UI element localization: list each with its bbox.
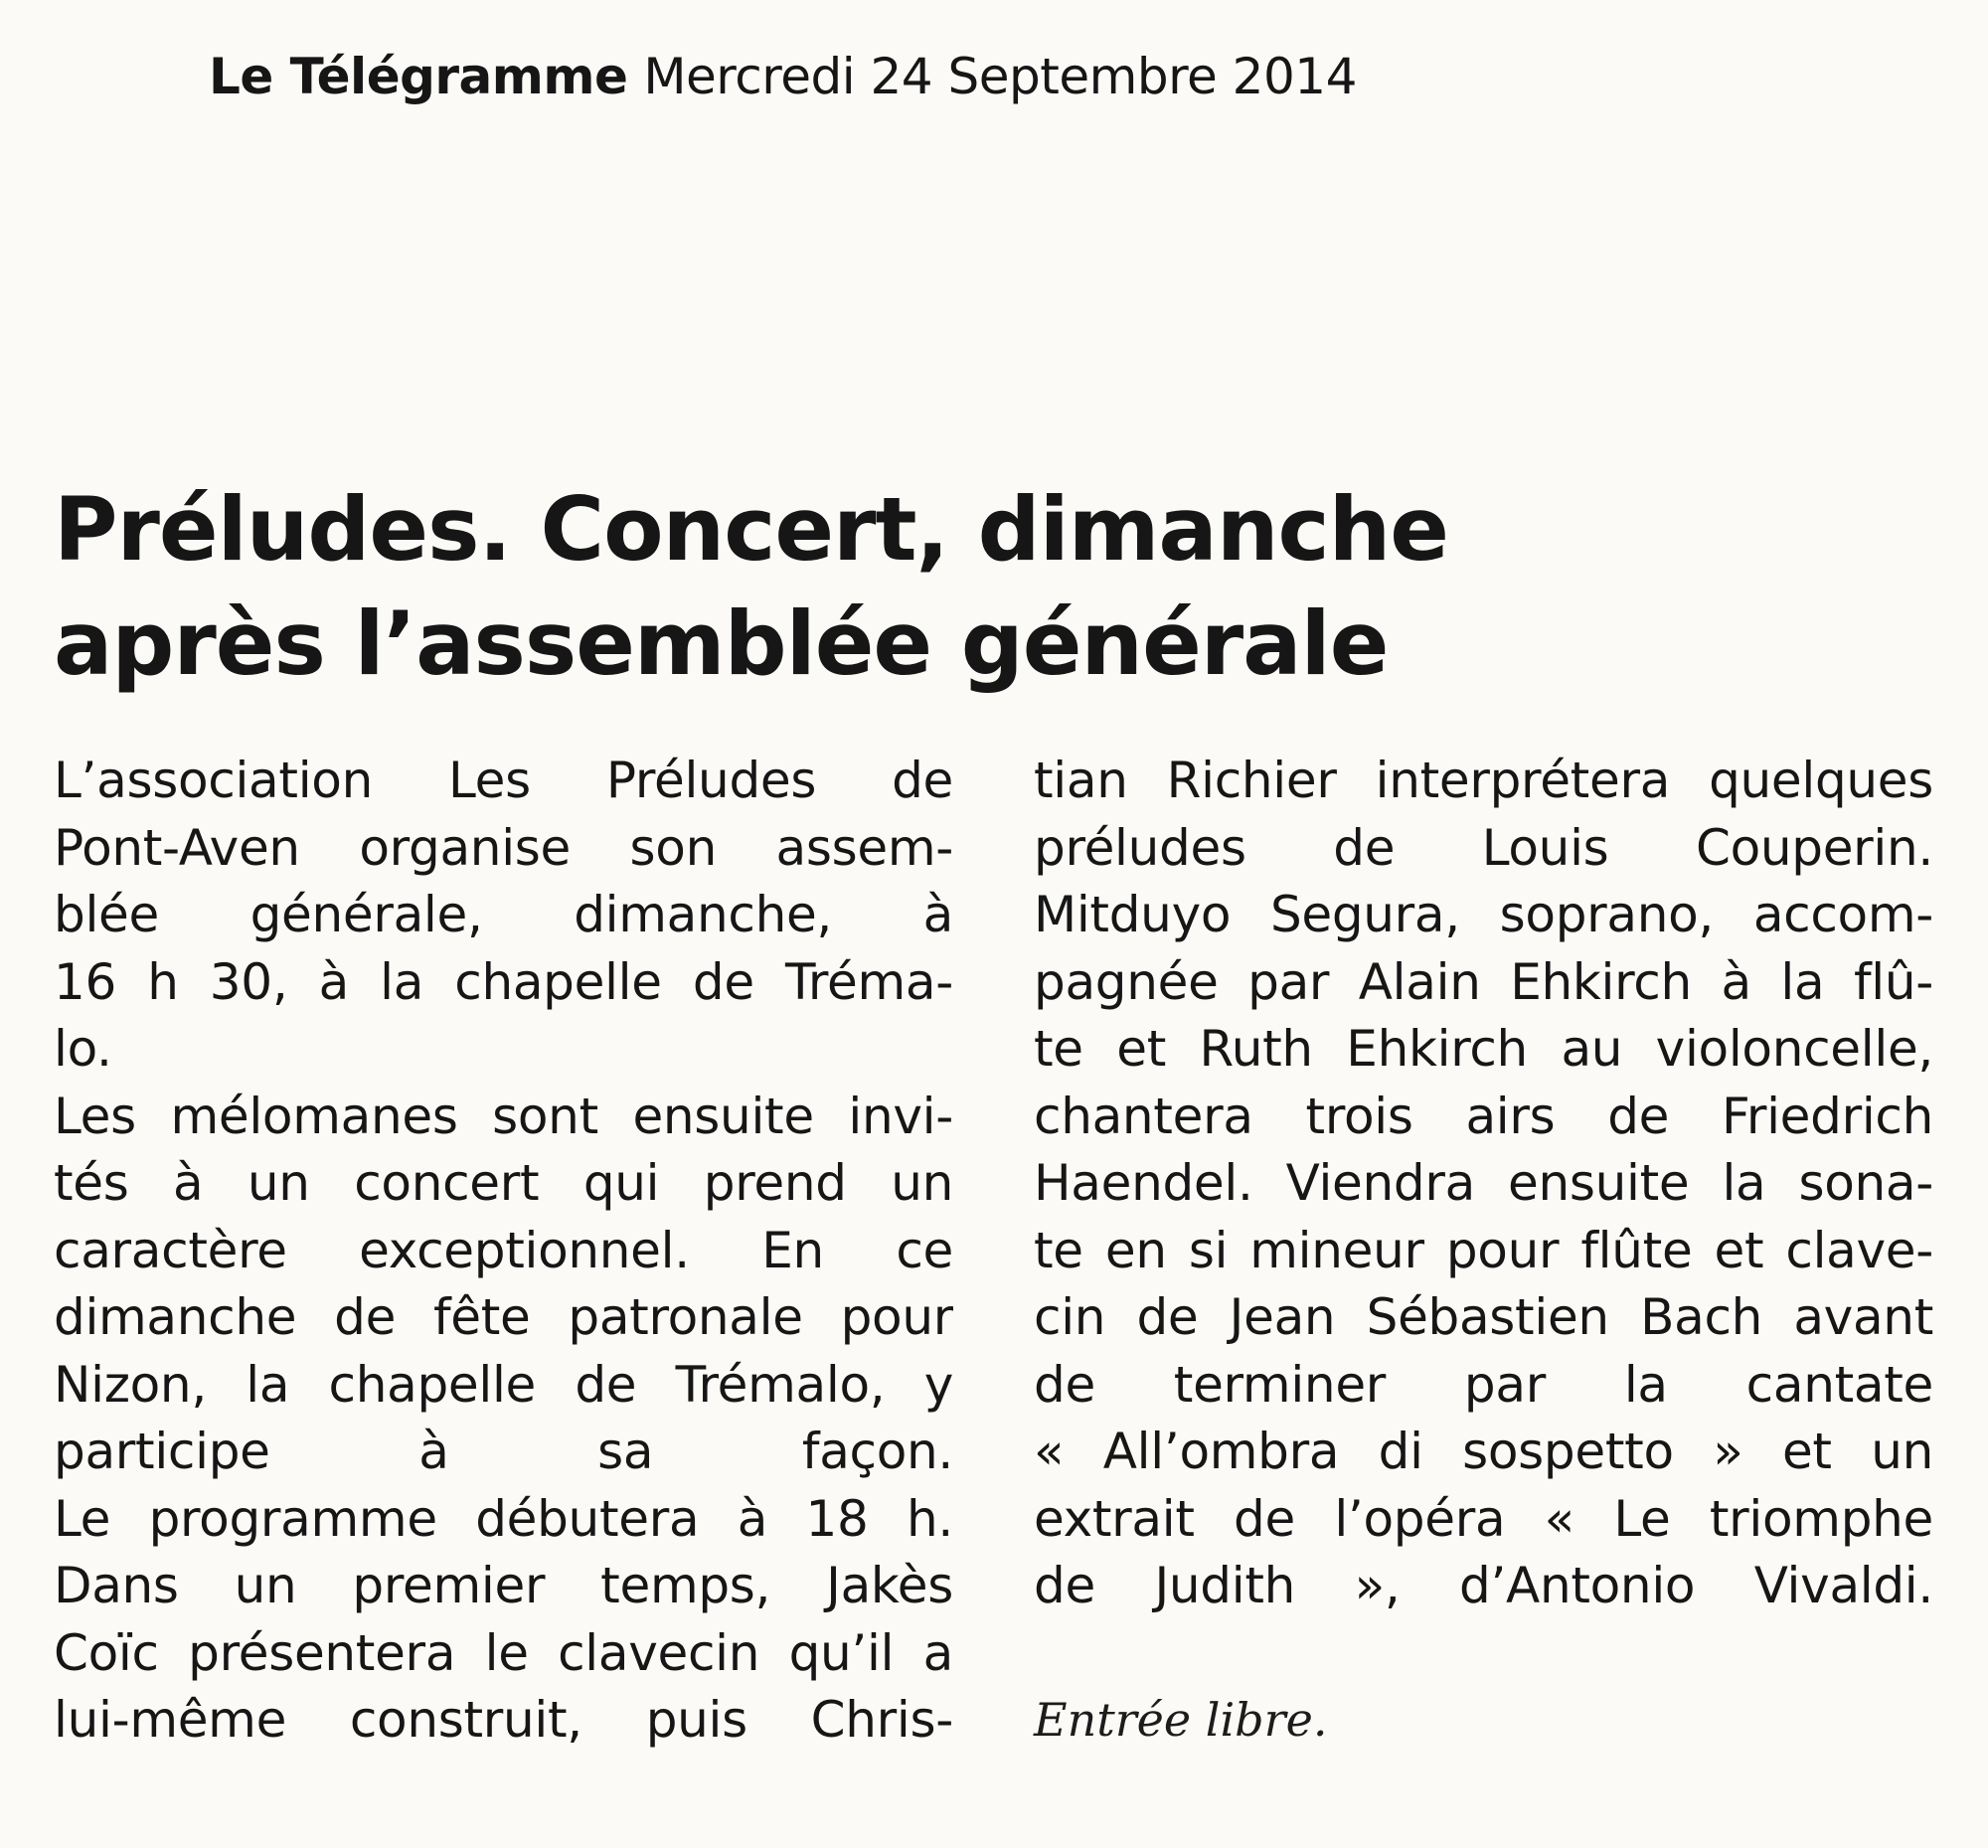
publication-date: Mercredi 24 Septembre 2014 bbox=[643, 48, 1357, 105]
text-line: Pont-Aven organise son assem- bbox=[54, 818, 953, 877]
text-line: Les mélomanes sont ensuite invi- bbox=[54, 1087, 953, 1145]
text-line: Coïc présentera le clavecin qu’il a bbox=[54, 1623, 953, 1682]
text-line: dimanche de fête patronale pour bbox=[54, 1288, 953, 1346]
text-line: participe à sa façon. bbox=[54, 1423, 953, 1480]
text-line: préludes de Louis Couperin. bbox=[1034, 818, 1933, 877]
text-line: blée générale, dimanche, à bbox=[54, 886, 953, 943]
text-line: Haendel. Viendra ensuite la sona- bbox=[1034, 1154, 1933, 1212]
text-line: L’association Les Préludes de bbox=[54, 752, 953, 809]
text-line: cin de Jean Sébastien Bach avant bbox=[1034, 1288, 1933, 1346]
headline-line-2: après l’assemblée générale bbox=[54, 592, 1389, 695]
text-line: Mitduyo Segura, soprano, accom- bbox=[1034, 886, 1933, 943]
newspaper-name: Le Télégramme bbox=[209, 48, 628, 105]
text-line: te et Ruth Ehkirch au violoncelle, bbox=[1034, 1020, 1933, 1078]
text-line: extrait de l’opéra « Le triomphe bbox=[1034, 1489, 1933, 1548]
text-line: caractère exceptionnel. En ce bbox=[54, 1221, 953, 1279]
text-line: te en si mineur pour flûte et clave- bbox=[1034, 1221, 1933, 1279]
text-line: pagnée par Alain Ehkirch à la flû- bbox=[1034, 952, 1933, 1011]
text-line: tés à un concert qui prend un bbox=[54, 1154, 953, 1212]
masthead bbox=[209, 42, 1357, 111]
article-fulltext bbox=[0, 0, 1, 1]
headline-line-1: Préludes. Concert, dimanche bbox=[54, 478, 1448, 581]
article-headline bbox=[54, 472, 1942, 701]
text-line: chantera trois airs de Friedrich bbox=[1034, 1087, 1933, 1145]
paragraph-2 bbox=[54, 1084, 953, 1486]
text-line: de terminer par la cantate bbox=[1034, 1355, 1933, 1414]
text-line: Dans un premier temps, Jakès bbox=[54, 1557, 953, 1614]
text-line: 16 h 30, à la chapelle de Tréma- bbox=[54, 952, 953, 1011]
paragraph-4 bbox=[1034, 882, 1933, 1620]
text-line: lo. bbox=[54, 1020, 112, 1078]
article-column-left bbox=[54, 748, 953, 1755]
paragraph-3-start bbox=[54, 1486, 953, 1755]
paragraph-3-end bbox=[1034, 748, 1933, 882]
text-line: Le programme débutera à 18 h. bbox=[54, 1489, 953, 1548]
article-column-right bbox=[1034, 748, 1933, 1620]
text-line: lui-même construit, puis Chris- bbox=[54, 1691, 953, 1749]
paragraph-1 bbox=[54, 748, 953, 1084]
text-line: Nizon, la chapelle de Trémalo, y bbox=[54, 1355, 953, 1414]
entry-note: Entrée libre. bbox=[1034, 1693, 1328, 1747]
text-line: tian Richier interprétera quelques bbox=[1034, 752, 1933, 809]
text-line: de Judith », d’Antonio Vivaldi. bbox=[1034, 1557, 1933, 1614]
text-line: « All’ombra di sospetto » et un bbox=[1034, 1423, 1933, 1480]
